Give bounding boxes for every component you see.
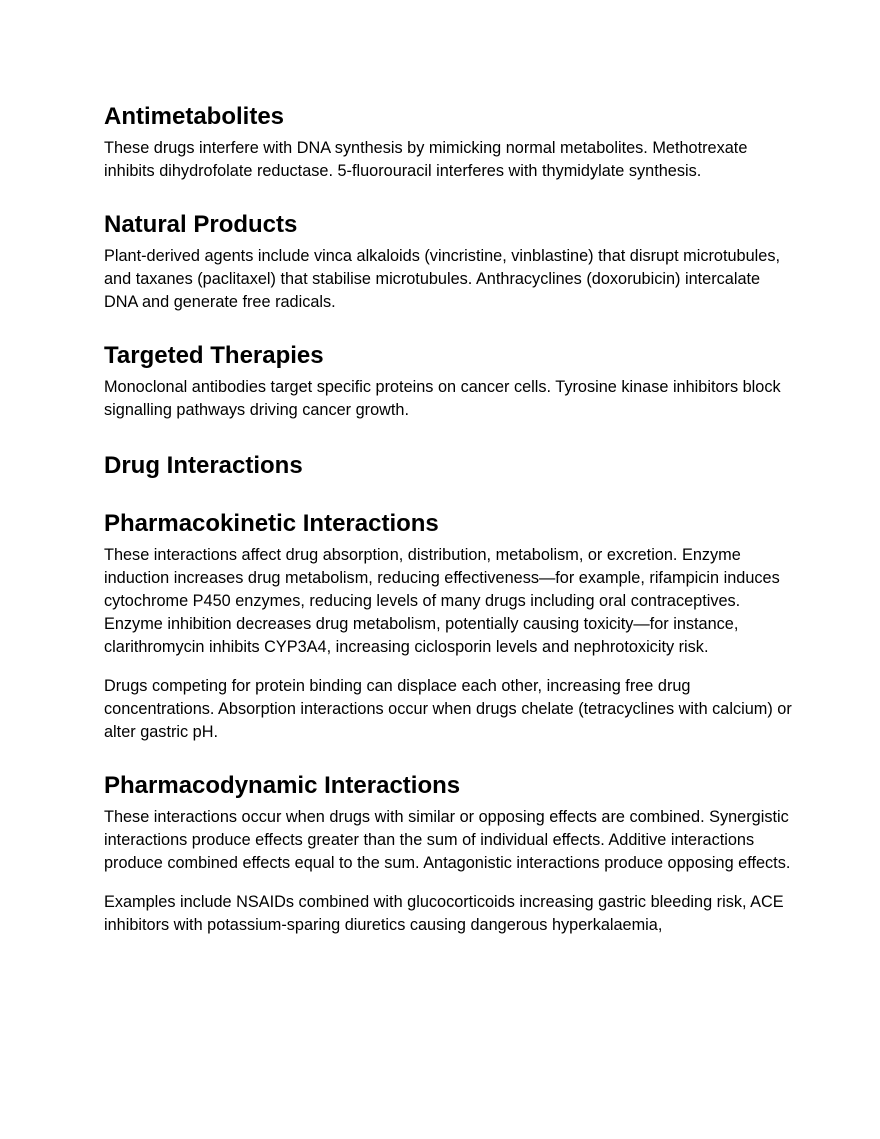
paragraph: Plant-derived agents include vinca alkaloids (vincristine, vinblastine) that disrupt microtubules, and taxanes (paclitaxel) that stabilise microtubules. Anthracyclines (doxorubicin) intercalate DNA and generate free radicals.: [104, 247, 781, 311]
paragraph: These interactions affect drug absorption, distribution, metabolism, or excretion. Enzyme induction increases drug metabolism, reducing effectiveness—for example, rifampicin induces cytochrome P450 enzymes, reducing levels of many drugs including oral contraceptives. Enzyme inhibition decreases drug metabolism, potentially causing toxicity—for instance, clarithromycin inhibits CYP3A4, increasing ciclosporin levels and nephrotoxicity risk.: [104, 546, 780, 656]
paragraph: These interactions occur when drugs with similar or opposing effects are combined. Synergistic interactions produce effects greater than the sum of individual effects. Additive interactions produce combined effects equal to the sum. Antagonistic interactions produce opposing effects.: [104, 808, 791, 872]
section-heading: Natural Products: [104, 211, 298, 238]
section-heading: Drug Interactions: [104, 452, 303, 479]
section-heading: Pharmacokinetic Interactions: [104, 510, 439, 537]
section-pharmacodynamic-interactions: [104, 771, 794, 937]
section-targeted-therapies: [104, 341, 794, 422]
paragraph: Monoclonal antibodies target specific proteins on cancer cells. Tyrosine kinase inhibitors block signalling pathways driving cancer growth.: [104, 378, 781, 419]
document-page: [104, 100, 794, 937]
section-heading: Targeted Therapies: [104, 342, 324, 369]
paragraph: These drugs interfere with DNA synthesis by mimicking normal metabolites. Methotrexate inhibits dihydrofolate reductase. 5-fluorouracil interferes with thymidylate synthesis.: [104, 139, 748, 180]
section-heading: Pharmacodynamic Interactions: [104, 772, 461, 799]
section-antimetabolites: [104, 102, 794, 183]
paragraph: Drugs competing for protein binding can displace each other, increasing free drug concentrations. Absorption interactions occur when drugs chelate (tetracyclines with calcium) or alter gastric pH.: [104, 677, 792, 741]
paragraph: Examples include NSAIDs combined with glucocorticoids increasing gastric bleeding risk, ACE inhibitors with potassium-sparing diuretics causing dangerous hyperkalaemia,: [104, 893, 784, 934]
section-drug-interactions: [104, 451, 794, 481]
section-pharmacokinetic-interactions: [104, 509, 794, 744]
section-heading: Antimetabolites: [104, 103, 285, 130]
section-natural-products: [104, 210, 794, 314]
